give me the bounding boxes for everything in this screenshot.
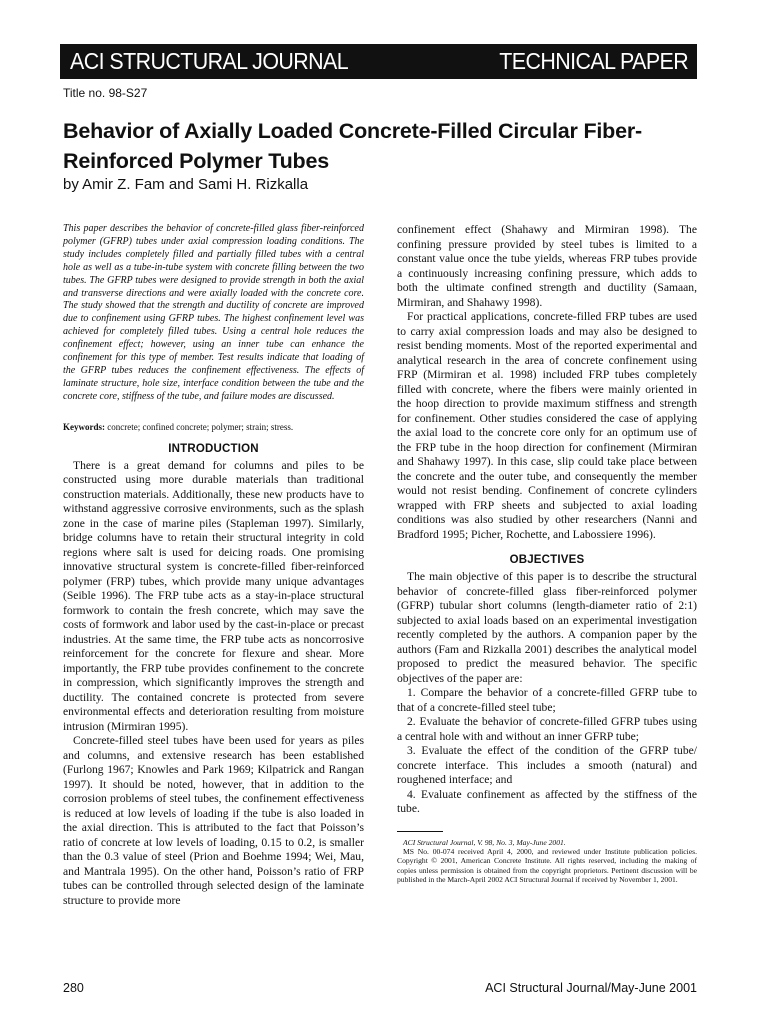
paper-type-label: TECHNICAL PAPER [499,48,688,74]
journal-header-bar [60,44,697,79]
footnote-citation: ACI Structural Journal, V. 98, No. 3, May-June 2001. [403,837,566,847]
page-number: 280 [63,981,84,995]
paper-title: Behavior of Axially Loaded Concrete-Filled Circular Fiber-Reinforced Polymer Tubes [63,119,642,173]
footnote-manuscript-info: MS No. 00-074 received April 4, 2000, and reviewed under Institute publication policies. Copyright © 2001, American Concrete Institute. All rights reserved, including the making of copies unless permission is obtained from the copyright proprietors. Pertinent discussion will be published in the March-April 2002 ACI Structural Journal if received by November 1, 2001. [397,846,697,885]
keywords [63,421,364,433]
keywords-label: Keywords: [63,421,105,432]
objectives-heading: OBJECTIVES [509,554,585,566]
author-line: by Amir Z. Fam and Sami H. Rizkalla [63,176,309,193]
introduction-paragraph-1: There is a great demand for columns and piles to be constructed using more durable materials than traditional construction materials. Additionally, these new products have to withstand aggressive corrosive environments, such as the splash zone in the case of marine piles (Stapleman 1997). Similarly, bridge columns have to retain their structural integrity in cold regions where salt is used for deicing roads. One promising innovative structural system is concrete-filled fiber-reinforced polymer (FRP) tubes, which provide many unique advantages (Seible 1996). The FRP tube acts as a stay-in-place structural formwork to contain the fresh concrete, which may save the costs of formwork and labor used by the cast-in-place or precast industries. At the same time, the FRP tube acts as noncorrosive reinforcement for the concrete for flexure and shear. More importantly, the FRP tube provides confinement to the concrete in compression, which significantly improves the strength and ductility. The contained concrete is protected from severe environmental effects and deterioration resulting from moisture intrusion (Mirmiran 1995). [63,458,364,733]
objective-item-3: 3. Evaluate the effect of the condition of the GFRP tube/ concrete interface. This includes a smooth (natural) and roughened interface; and [397,744,697,786]
objective-item-4: 4. Evaluate confinement as affected by the stiffness of the tube. [397,787,697,815]
objective-item-1: 1. Compare the behavior of a concrete-filled GFRP tube to that of a concrete-filled steel tube; [397,686,697,714]
objectives-paragraph: The main objective of this paper is to describe the structural behavior of concrete-filled glass fiber-reinforced polymer (GFRP) tubular short columns (length-diameter ratio of 2:1) subjected to axial loads based on an experimental investigation recently completed by the authors. A companion paper by the authors (Fam and Rizkalla 2001) describes the analytical model proposed to predict the measured behavior. The specific objectives of the paper are: [397,570,697,685]
footer-journal-issue: ACI Structural Journal/May-June 2001 [485,981,697,995]
introduction-paragraph-2: Concrete-filled steel tubes have been used for years as piles and columns, and extensive research has been established (Furlong 1967; Knowles and Park 1969; Kilpatrick and Rangan 1997). It should be noted, however, that in addition to the corrosion problems of steel tubes, the confinement effectiveness is reduced at low levels of loading if the tube is also loaded in the axial direction. This is attributed to the fact that Poisson’s ratio of concrete at low levels of loading, 0.15 to 0.2, is smaller than the 0.3 value of steel (Prion and Boehme 1994; Wei, Mau, and Mantrala 1995). On the other hand, Poisson’s ratio of FRP tubes can be controlled through selected design of the laminate structure to provide more [63,734,364,907]
keywords-text: concrete; confined concrete; polymer; strain; stress. [105,421,294,432]
left-column [63,223,364,908]
introduction-paragraph-3: confinement effect (Shahawy and Mirmiran 1998). The confining pressure provided by steel tubes is limited to a constant value once the tube yields, whereas FRP tubes provide a continuously increasing confining pressure, which adds to both the ultimate confined strength and ductility (Samaan, Mirmiran, and Shahawy 1998). [397,223,697,309]
title-number: Title no. 98-S27 [63,86,148,100]
right-column [397,223,697,885]
introduction-paragraph-4: For practical applications, concrete-filled FRP tubes are used to carry axial compression loads and may also be designed to resist bending moments. Most of the reported experimental and analytical research in the area of concrete confinement using FRP (Mirmiran et al. 1998) included FRP tubes completely filled with concrete, where the fibers were mainly oriented in the hoop direction to provide maximum stiffness and strength for confinement. Other studies considered the case of applying the axial load to the concrete core only for an optimum use of the FRP tube in the hoop direction for confinement (Mirmiran and Shahawy 1997). In this case, slip could take place between the concrete and the outer tube, and consequently the member would not resist bending. Confinement of concrete cylinders wrapped with FRP sheets and subjected to axial loading conditions was also studied by other researchers (Nanni and Bradford 1995; Picher, Rochette, and Labossiere 1996). [397,310,697,541]
introduction-heading: INTRODUCTION [168,442,259,455]
objective-item-2: 2. Evaluate the behavior of concrete-filled GFRP tubes using a central hole with and without an inner GFRP tube; [397,715,697,743]
journal-name: ACI STRUCTURAL JOURNAL [70,48,349,74]
abstract: This paper describes the behavior of concrete-filled glass fiber-reinforced polymer (GFRP) tubes under axial compression loading conditions. The study includes completely filled and partially filled tubes with a central hole as well as a tube-in-tube system with concrete filling between the two tubes. The GFRP tubes were designed to provide strength in both the axial and transverse directions and were axially loaded with the concrete core. The study showed that the strength and ductility of concrete are improved due to confinement using GFRP tubes. The highest confinement level was achieved for completely filled tubes. Using a central hole reduces the confinement effect; however, using an inner tube can enhance the confinement for this type of member. Test results indicate that loading of the GFRP tubes reduces the confinement effectiveness. The effects of laminate structure, hole size, interface condition between the tube and the concrete core, stiffness of the tube, and failure modes are discussed. [63,223,364,402]
footnote-divider [397,831,443,832]
